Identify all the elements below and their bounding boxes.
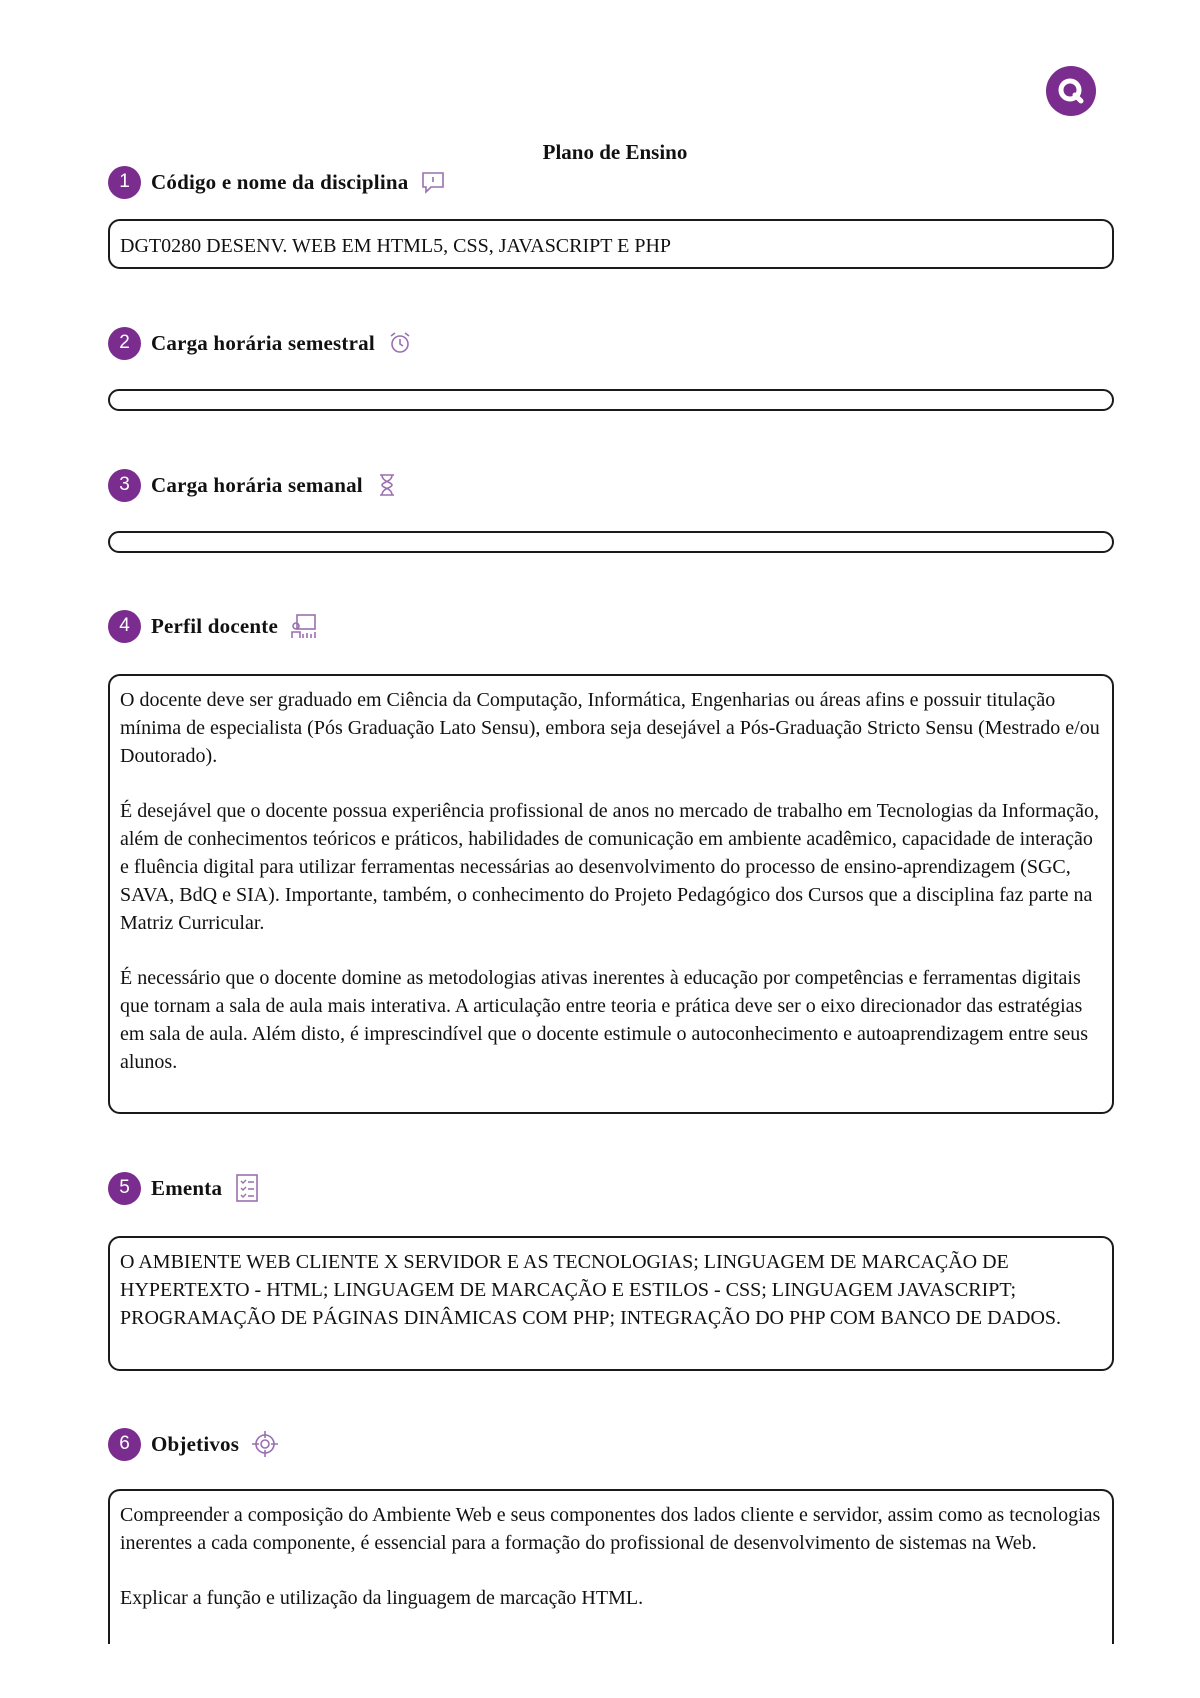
section-number: 2	[108, 327, 141, 360]
objectives-box	[108, 1489, 1114, 1644]
checklist-icon	[234, 1173, 260, 1203]
course-code-value: DGT0280 DESENV. WEB EM HTML5, CSS, JAVASCRIPT E PHP	[120, 235, 672, 257]
target-icon	[251, 1430, 279, 1458]
section-number: 6	[108, 1428, 141, 1461]
course-code-field	[108, 219, 1114, 269]
section-label: Ementa	[151, 1175, 223, 1200]
paragraph: É necessário que o docente domine as metodologias ativas inerentes à educação por competências e ferramentas digitais que tornam a sala de aula mais interativa. A articulação entre teoria e prática deve ser o eixo direcionador das estratégias em sala de aula. Além disto, é imprescindível que o docente estimule o autoconhecimento e autoaprendizagem entre seus alunos.	[120, 967, 1088, 1073]
section-number: 3	[108, 469, 141, 502]
speech-bubble-icon	[420, 169, 446, 195]
alarm-clock-icon	[387, 330, 413, 356]
syllabus-box	[108, 1236, 1114, 1371]
hourglass-icon	[375, 472, 399, 498]
paragraph: O docente deve ser graduado em Ciência da Computação, Informática, Engenharias ou áreas afins e possuir titulação mínima de especialista (Pós Graduação Lato Sensu), embora seja desejável a Pós-Graduação Stricto Sensu (Mestrado e/ou Doutorado).	[120, 689, 1100, 767]
section-label: Perfil docente	[151, 613, 278, 638]
section-number: 1	[108, 166, 141, 199]
section-label: Carga horária semanal	[151, 472, 363, 497]
section-label: Objetivos	[151, 1431, 240, 1456]
section-label: Carga horária semestral	[151, 330, 375, 355]
section-6-header	[108, 1427, 279, 1461]
paragraph: O AMBIENTE WEB CLIENTE X SERVIDOR E AS TECNOLOGIAS; LINGUAGEM DE MARCAÇÃO DE HYPERTEXTO - HTML; LINGUAGEM DE MARCAÇÃO E ESTILOS - CSS; LINGUAGEM JAVASCRIPT; PROGRAMAÇÃO DE PÁGINAS DINÂMICAS COM PHP; INTEGRAÇÃO DO PHP COM BANCO DE DADOS.	[120, 1251, 1062, 1329]
weekly-hours-field	[108, 531, 1114, 553]
paragraph: Compreender a composição do Ambiente Web e seus componentes dos lados cliente e servidor, assim como as tecnologias inerentes a cada componente, é essencial para a formação do profissional de desenvolvimento de sistemas na Web.	[120, 1504, 1101, 1554]
section-5-header	[108, 1171, 260, 1205]
brand-logo	[1046, 66, 1096, 116]
teacher-board-icon	[290, 612, 318, 640]
section-number: 4	[108, 610, 141, 643]
teacher-profile-box	[108, 674, 1114, 1114]
paragraph: Explicar a função e utilização da linguagem de marcação HTML.	[120, 1587, 644, 1609]
search-icon	[1046, 66, 1096, 116]
section-number: 5	[108, 1172, 141, 1205]
section-1-header	[108, 165, 446, 199]
section-4-header	[108, 609, 318, 643]
section-2-header	[108, 326, 413, 360]
section-label: Código e nome da disciplina	[151, 169, 409, 194]
section-3-header	[108, 468, 399, 502]
semester-hours-field	[108, 389, 1114, 411]
paragraph: É desejável que o docente possua experiência profissional de anos no mercado de trabalho em Tecnologias da Informação, além de conhecimentos teóricos e práticos, habilidades de comunicação em ambiente acadêmico, capacidade de interação e fluência digital para utilizar ferramentas necessárias ao desenvolvimento do processo de ensino-aprendizagem (SGC, SAVA, BdQ e SIA). Importante, também, o conhecimento do Projeto Pedagógico dos Cursos que a disciplina faz parte na Matriz Curricular.	[120, 800, 1099, 934]
page-title: Plano de Ensino	[542, 140, 688, 164]
